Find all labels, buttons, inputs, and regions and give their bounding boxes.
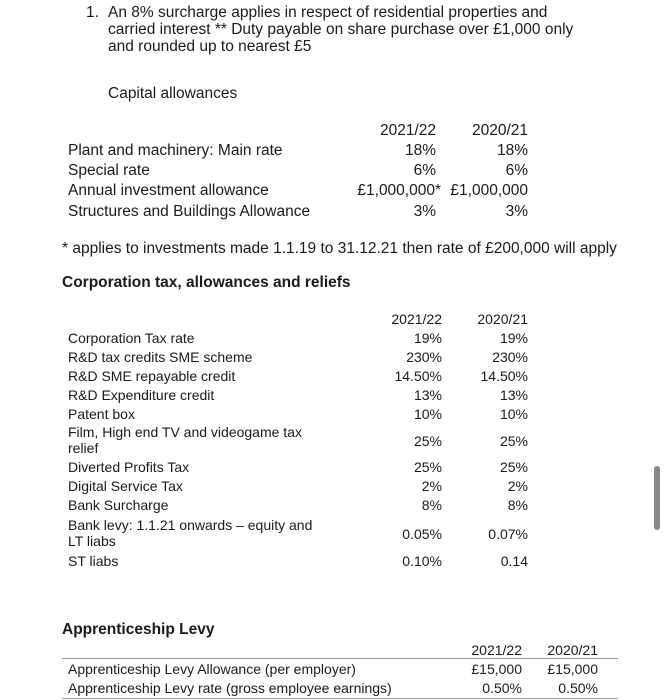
al-value-2122: £15,000 xyxy=(471,661,522,677)
ct-value-2122: 2% xyxy=(421,478,442,494)
ca-header-2122: 2021/22 xyxy=(379,122,436,139)
al-header-2122: 2021/22 xyxy=(471,642,522,658)
ct-value-2021: 10% xyxy=(499,406,528,422)
ct-row-label: R&D tax credits SME scheme xyxy=(68,349,253,365)
ct-value-2122: 25% xyxy=(413,433,442,449)
ct-row-label-line: LT liabs xyxy=(68,533,116,549)
ct-value-2021: 25% xyxy=(499,433,528,449)
ct-value-2122: 13% xyxy=(413,387,442,403)
al-value-2021: 0.50% xyxy=(558,680,598,696)
ct-value-2122: 8% xyxy=(421,497,442,513)
al-row-label: Apprenticeship Levy rate (gross employee earnings) xyxy=(68,680,392,696)
ct-row-label: Digital Service Tax xyxy=(68,478,183,494)
ct-row-label: Diverted Profits Tax xyxy=(68,459,190,475)
note-line: and rounded up to nearest £5 xyxy=(108,38,312,55)
apprenticeship-levy-title: Apprenticeship Levy xyxy=(62,621,215,638)
note-line: carried interest ** Duty payable on share purchase over £1,000 only xyxy=(108,21,574,38)
ct-value-2021: 2% xyxy=(507,478,528,494)
ca-footnote: * applies to investments made 1.1.19 to 31.12.21 then rate of £200,000 will apply xyxy=(62,240,617,257)
capital-allowances-title: Capital allowances xyxy=(108,85,238,102)
ca-row-label: Plant and machinery: Main rate xyxy=(68,142,283,159)
ct-header-2021: 2020/21 xyxy=(477,311,528,327)
ca-row-label: Structures and Buildings Allowance xyxy=(68,203,311,220)
ct-value-2021: 0.14 xyxy=(500,553,528,569)
ct-value-2122: 25% xyxy=(413,459,442,475)
ct-value-2021: 14.50% xyxy=(480,368,528,384)
ct-value-2021: 0.07% xyxy=(488,526,528,542)
ct-row-label: Corporation Tax rate xyxy=(68,330,195,346)
ct-row-label xyxy=(68,424,302,456)
note-line: An 8% surcharge applies in respect of residential properties and xyxy=(108,4,548,21)
ct-row-label-line: relief xyxy=(68,440,99,456)
ct-value-2021: 230% xyxy=(492,349,528,365)
al-header-rule xyxy=(62,658,618,659)
ct-row-label: R&D Expenditure credit xyxy=(68,387,215,403)
note-text xyxy=(108,4,608,55)
al-row-label: Apprenticeship Levy Allowance (per employer) xyxy=(68,661,356,677)
al-value-2122: 0.50% xyxy=(482,680,522,696)
al-value-2021: £15,000 xyxy=(547,661,598,677)
ct-row-label-line: Bank levy: 1.1.21 onwards – equity and xyxy=(68,517,313,533)
ct-value-2122: 19% xyxy=(413,330,442,346)
ca-value-2021: 6% xyxy=(505,162,528,179)
ca-header-2021: 2020/21 xyxy=(471,122,528,139)
al-header-2021: 2020/21 xyxy=(547,642,598,658)
ct-value-2021: 25% xyxy=(499,459,528,475)
ct-row-label: Bank Surcharge xyxy=(68,497,169,513)
ca-row-label: Annual investment allowance xyxy=(68,182,269,199)
ct-value-2122: 10% xyxy=(413,406,442,422)
ca-value-2122: 3% xyxy=(413,203,436,220)
ct-value-2122: 230% xyxy=(406,349,442,365)
ca-row-label: Special rate xyxy=(68,162,150,179)
ca-value-2021: 3% xyxy=(505,203,528,220)
ct-row-label-line: Film, High end TV and videogame tax xyxy=(68,424,302,440)
ct-value-2021: 19% xyxy=(499,330,528,346)
ct-value-2122: 0.05% xyxy=(402,526,442,542)
note-number: 1. xyxy=(86,4,99,21)
ca-value-2021: £1,000,000 xyxy=(450,182,528,199)
ca-value-2021: 18% xyxy=(496,142,528,159)
ct-row-label xyxy=(68,517,312,549)
ca-value-2122: 18% xyxy=(404,142,436,159)
ct-value-2021: 8% xyxy=(507,497,528,513)
ct-row-label: R&D SME repayable credit xyxy=(68,368,236,384)
al-bottom-rule xyxy=(62,698,618,699)
ct-row-label: ST liabs xyxy=(68,553,119,569)
ct-value-2122: 0.10% xyxy=(402,553,442,569)
ct-header-2122: 2021/22 xyxy=(391,311,442,327)
ct-value-2021: 13% xyxy=(499,387,528,403)
ct-value-2122: 14.50% xyxy=(394,368,442,384)
ca-value-2122: £1,000,000* xyxy=(357,182,441,199)
ct-row-label: Patent box xyxy=(68,406,135,422)
corporation-tax-title: Corporation tax, allowances and reliefs xyxy=(62,274,351,291)
vertical-scrollbar[interactable] xyxy=(654,466,660,530)
ca-value-2122: 6% xyxy=(413,162,436,179)
